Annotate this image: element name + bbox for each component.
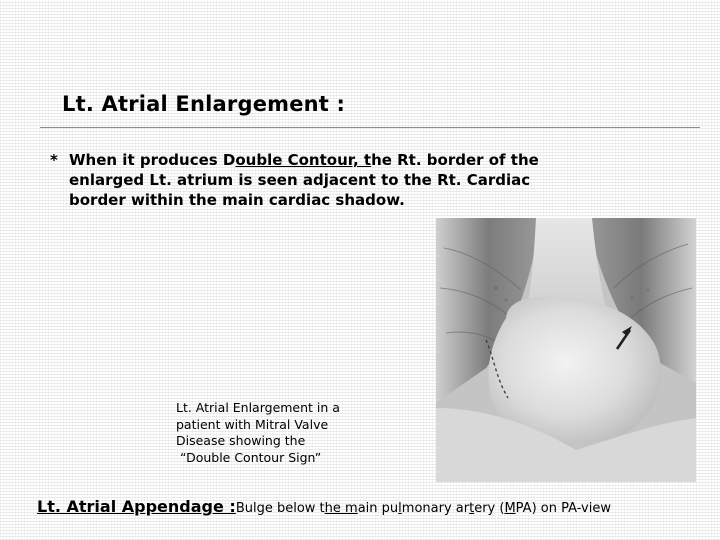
bullet-line-2: enlarged Lt. atrium is seen adjacent to the Rt. Cardiac <box>69 171 531 189</box>
appendage-text-part: monary ar <box>401 501 470 516</box>
appendage-text-part: ain pu <box>357 501 399 516</box>
bullet-line-1-end: he Rt. border of the <box>371 151 539 169</box>
appendage-note <box>37 497 611 516</box>
title-divider <box>40 127 700 128</box>
appendage-text-part: PA) on PA-view <box>515 501 611 516</box>
appendage-description <box>236 501 611 516</box>
caption-line: Disease showing the <box>176 433 306 448</box>
appendage-text-part: ery ( <box>474 501 505 516</box>
caption-line: patient with Mitral Valve <box>176 416 329 432</box>
appendage-text-underlined: M <box>504 501 516 516</box>
caption-line: “Double Contour Sign” <box>176 449 322 465</box>
slide-title: Lt. Atrial Enlargement : <box>62 92 346 116</box>
appendage-text-underlined: he m <box>324 501 358 516</box>
appendage-text-part: Bulge below t <box>235 501 325 516</box>
bullet-line-3: border within the main cardiac shadow. <box>69 191 405 209</box>
chest-xray-image <box>436 218 696 482</box>
bullet-line-1-start: When it produces D <box>69 151 236 169</box>
appendage-heading <box>37 497 236 516</box>
bullet-underlined-term: ouble Contour, t <box>235 151 372 169</box>
caption-line: Lt. Atrial Enlargement in a <box>176 400 340 415</box>
appendage-heading-rest: t. Atrial Appendage : <box>47 497 236 516</box>
bullet-line-1 <box>69 150 539 170</box>
figure-caption <box>176 400 340 466</box>
bullet-marker: * <box>50 151 58 169</box>
appendage-text-underlined: t <box>469 501 475 516</box>
appendage-heading-lead: L <box>37 497 48 516</box>
appendage-text-underlined: l <box>398 501 402 516</box>
